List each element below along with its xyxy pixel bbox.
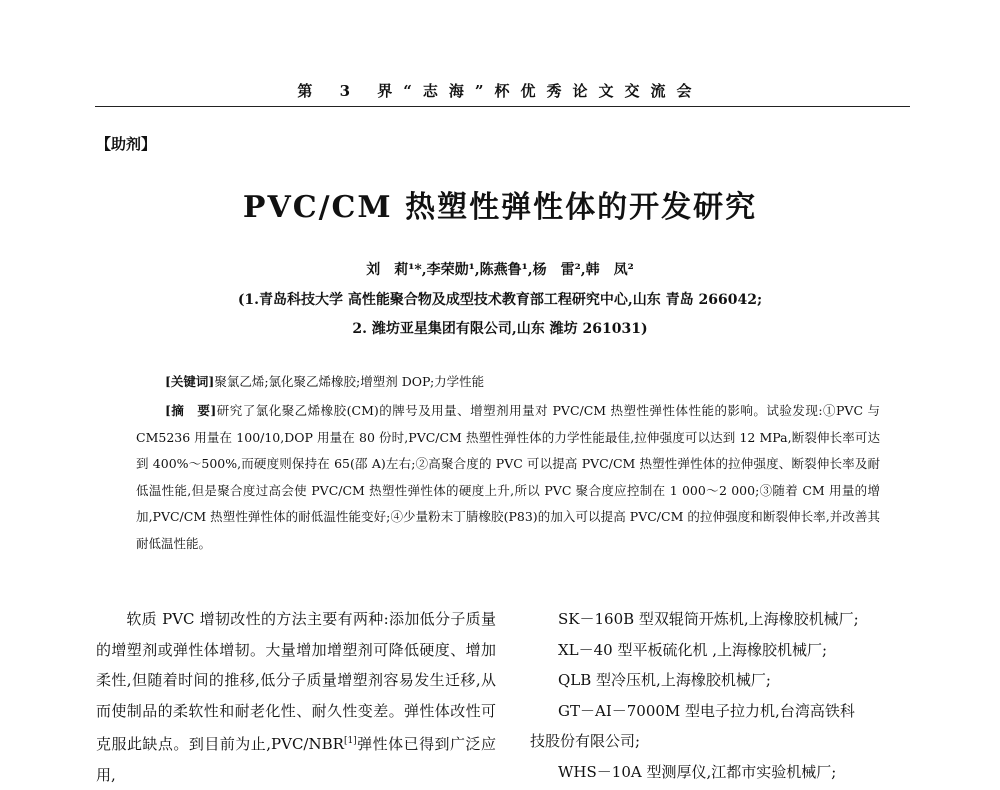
- equipment-item-continuation: 技股份有限公司;: [530, 732, 641, 750]
- abstract: [136, 398, 880, 557]
- equipment-item: QLB 型冷压机,上海橡胶机械厂;: [558, 671, 771, 689]
- header-divider: [95, 106, 910, 107]
- abstract-text: 研究了氯化聚乙烯橡胶(CM)的牌号及用量、增塑剂用量对 PVC/CM 热塑性弹性体性能的影响。试验发现:①PVC 与 CM5236 用量在 100/10,DOP 用量在 80 份时,PVC/CM 热塑性弹性体的力学性能最佳,拉伸强度可以达到 12 MPa,断裂伸长率可达到 400%～500%,而硬度则保持在 65(邵 A)左右;②高聚合度的 PVC 可以提高 PVC/CM 热塑性弹性体的拉伸强度、断裂伸长率及耐低温性能,但是聚合度过高会使 PVC/CM 热塑性弹性体的硬度上升,所以 PVC 聚合度应控制在 1 000～2 000;③随着 CM 用量的增加,PVC/CM 热塑性弹性体的耐低温性能变好;④少量粉末丁腈橡胶(P83)的加入可以提高 PVC/CM 的拉伸强度和断裂伸长率,并改善其耐低温性能。: [136, 403, 880, 551]
- equipment-item: XL－40 型平板硫化机 ,上海橡胶机械厂;: [558, 640, 828, 659]
- body-paragraph-start: 软质 PVC 增韧改性的方法主要有两种:添加低分子质量的增塑剂或弹性体增韧。大量增加增塑剂可降低硬度、增加柔性,但随着时间的推移,低分子质量增塑剂容易发生迁移,从而使制品的柔软性和耐老化性、耐久性变差。弹性体改性可克服此缺点。到目前为止,PVC/NBR: [96, 610, 496, 753]
- author-list: 刘 莉¹*,李荣勋¹,陈燕鲁¹,杨 雷²,韩 凤²: [366, 262, 634, 278]
- equipment-item: GT－AI－7000M 型电子拉力机,台湾高铁科: [558, 701, 855, 720]
- abstract-label: [摘 要]: [165, 403, 217, 418]
- section-tag: 【助剂】: [96, 135, 157, 153]
- keywords-text: 聚氯乙烯;氯化聚乙烯橡胶;增塑剂 DOP;力学性能: [214, 374, 485, 389]
- paper-title: PVC/CM 热塑性弹性体的开发研究: [242, 190, 758, 225]
- body-column-left: [96, 604, 496, 790]
- keywords-label: [关键词]: [165, 374, 215, 389]
- body-paragraph-continue: 弹性体已得到广泛应用,: [96, 735, 496, 784]
- reference-marker: [1]: [343, 736, 357, 746]
- equipment-item: SK－160B 型双辊筒开炼机,上海橡胶机械厂;: [558, 610, 859, 628]
- keywords: [165, 372, 484, 390]
- equipment-item: WHS－10A 型测厚仪,江都市实验机械厂;: [558, 762, 837, 781]
- running-header: 第 3 界“志海”杯优秀论文交流会: [297, 82, 703, 100]
- affiliation-2: 2. 潍坊亚星集团有限公司,山东 潍坊 261031): [352, 321, 648, 337]
- affiliation-1: (1.青岛科技大学 高性能聚合物及成型技术教育部工程研究中心,山东 青岛 266042;: [237, 292, 763, 308]
